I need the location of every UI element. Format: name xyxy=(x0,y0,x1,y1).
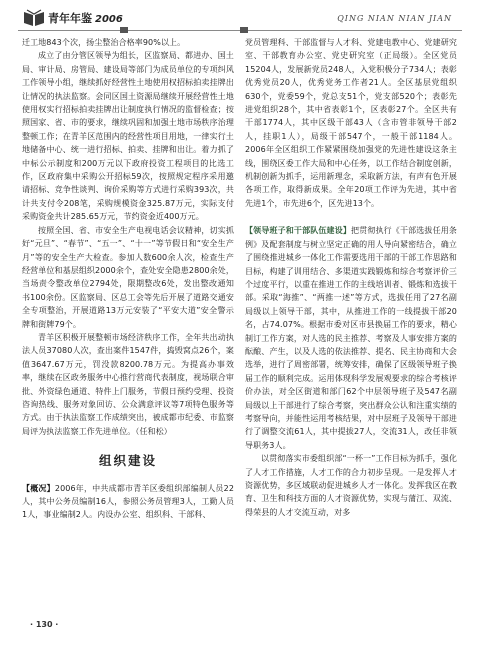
section-title: 组织建设 xyxy=(98,453,157,469)
book-logo-icon xyxy=(22,8,46,28)
paragraph-org-overview xyxy=(22,482,234,522)
cadre-tag: 【领导班子和干部队伍建设】 xyxy=(245,226,352,236)
paragraph: 青羊区积极开展整顿市场经济秩序工作，全年共出动执法人员37080人次，查出案件1547件，捣毁窝点26个，案值3647.67万元，罚没款8200.78万元。为提高办事效率，继续在区政务服务中心推行营商代表制度，视场联合审批、外资绿色通道、特件上门服务，节假日预约受理、投资咨询热线、服务对象回访、公众满意评议等7项特色服务等方式。由于执法监察工作成绩突出，被成都市纪委、市监察局评为执法监察工作先进单位。（任和松） xyxy=(22,332,234,436)
cadre-text: 把贯彻执行《干部选拔任用条例》及配套制度与树立坚定正确的用人导向紧密结合，确立了围绕推进城乡一体化工作需要选用干部的干部工作思路和目标，构建了训用结合、多渠道实践锻炼和综合考察评价三个过度平行，以重在推进工作的主线培训者、锻炼和选拔干部。采取“海推”、“两推一述”等方式，选拔任用了27名副局级以上领导干部，其中，从推进工作的一线提拔干部20名，占74.07%。根据市委对区市县换届工作的要求，精心制订工作方案，对人选的民主推荐、考察及人事安排方案的酝酿、产生，以及人选的依法推荐、提名、民主协商和大会选举，进行了周密部署，统筹安排，确保了区级领导班子换届工作的顺利完成。运用体现科学发展观要求的综合考核评价办法，对全区街道和部门62个中层领导班子及547名副局级以上干部进行了综合考察，突出群众公认和注重实绩的考察导向，并能性运用考核结果，对中层班子及领导干部进行了调整交流61人，其中提拔27人，交流31人，改任非领导职务3人。 xyxy=(245,226,457,450)
paragraph: 迁工地843个次，扬尘整治合格率90%以上。 xyxy=(22,38,186,47)
right-column xyxy=(245,36,457,519)
org-overview-tag: 【概况】 xyxy=(22,483,55,493)
yearbook-year: 2006 xyxy=(95,14,123,25)
paragraph: 成立了由分管区领导为组长，区监察局、都进办、国土局、审计局、房管局、建设局等部门为成员单位的专项纠风工作领导小组，继续抓好经营性土地使用权招标拍卖挂牌出让情况的执法监察。会同区国土资源局继续开展经营性土地使用权实行招标拍卖挂牌出让制度执行情况的监督检查；按照国家、省、市的要求，继续巩固和加强土地市场秩序治理整顿工作；在青羊区范围内的经营性项目用地，一律实行土地储备中心、统一进行招标、拍卖、挂牌和出让。着力抓了中标公示制度和200万元以下政府投资工程项目的比选工作，区政府集中采购公开招标59次，按照规定程序采用邀请招标、竞争性谈判、询价采购等方式进行采购393次，共计共支付令208笔，采购规模资金325.87万元，实际支付采购资金共计285.65万元，节约资金近400万元。 xyxy=(22,51,234,222)
page-number: · 130 · xyxy=(30,620,59,629)
page-header xyxy=(0,8,480,32)
header-right-label: QING NIAN NIAN JIAN xyxy=(337,14,452,23)
paragraph-cadre xyxy=(245,224,457,452)
paragraph: 按照全国、省、市安全生产电视电话会议精神，切实抓好“元旦”、“春节”、“五一”、“十一”等节假日和“安全生产月”等的安全生产大检查。参加人数600余人次，检查生产经营单位和基层组织2000余个，查处安全隐患2800余处，当场责令整改单位2794处，限期整改6处，发出整改通知书100余份。区监察局、区总工会等先后开展了道路交通安全专项整治，开展道路13万元安装了“平安大道”安全警示牌和街牌79个。 xyxy=(22,225,234,329)
paragraph: 以贯彻落实市委组织部“一杯一”工作目标为抓手，强化了人才工作措施，人才工作的合力初步呈现。一是发挥人才资源优势，多区域联动促进城乡人才一体化。发挥我区在教育、卫生和科技方面的人才资源优势，实现与蒲江、双流、得荣县的人才交流互动，对多 xyxy=(245,454,457,517)
header-rule-marker xyxy=(120,27,128,33)
left-column xyxy=(22,36,234,522)
org-overview-text: 2006年，中共成都市青羊区委组织部编制人员22人，其中公务员编制16人，参照公务员管理3人，工勤人员1人，事业编制2人。内设办公室、组织科、干部科、 xyxy=(22,483,235,520)
header-rule-marker xyxy=(240,27,248,33)
yearbook-title: 青年年鉴 2006 xyxy=(48,12,123,25)
paragraph: 党员管理科、干部监督与人才科、党建电教中心、党建研究室、干部教育办公室、党史研究室（正局级）。全区党员15204人，发展新党员248人，入党积极分子734人；表彰优秀党员20人，优秀党务工作者21人。全区基层党组织630个，党委59个，党总支51个，党支部520个；表彰先进党组织28个，其中省表彰1个，区表彰27个。全区共有干部1774人，其中区级干部43人（含市管非领导干部2人，挂职1人），局级干部547个，一般干部1184人。2006年全区组织工作紧紧围绕加强党的先进性建设这条主线，围绕区委工作大局和中心任务，以工作结合制度创新，机制创新为抓手，运用新理念，采取新方法，有声有色开展各项工作，取得新成果。全年20项工作评为先进，其中省先进1个，市先进6个，区先进13个。 xyxy=(245,38,457,208)
